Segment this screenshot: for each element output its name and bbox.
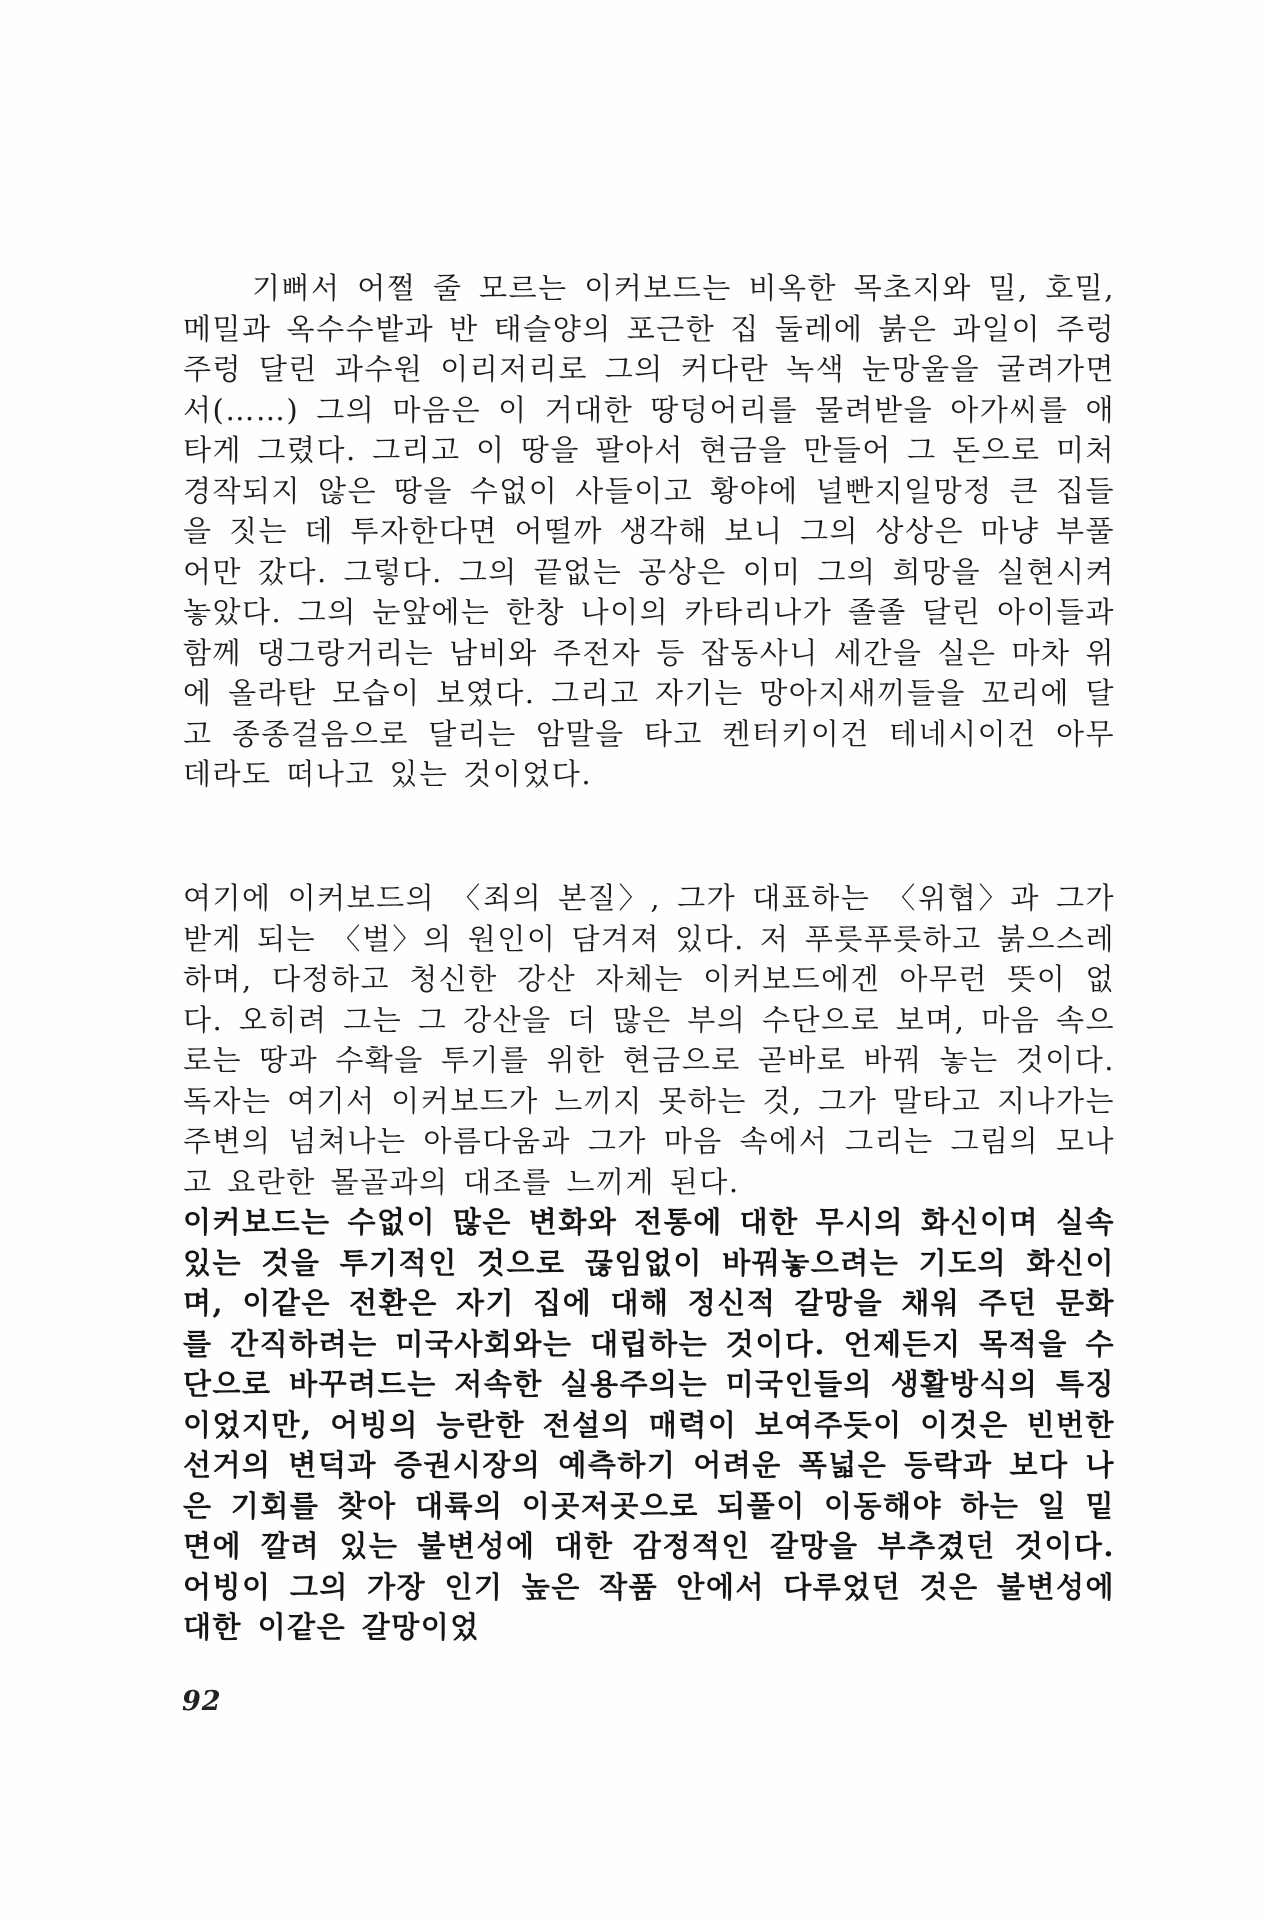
paragraph-3: 이커보드는 수없이 많은 변화와 전통에 대한 무시의 화신이며 실속있는 것을 투기적인 것으로 끊임없이 바꿔놓으려는 기도의 화신이며, 이같은 전환은 자기 집에 대해 정신적 갈망을 채워 주던 문화를 간직하려는 미국사회와는 대립하는 것이다. 언제든지 목적을 수단으로 바꾸려드는 저속한 실용주의는 미국인들의 생활방식의 특징이었지만, 어빙의 능란한 전설의 매력이 보여주듯이 이것은 빈번한 선거의 변덕과 증권시장의 예측하기 어려운 폭넓은 등락과 보다 나은 기회를 찾아 대륙의 이곳저곳으로 되풀이 이동해야 하는 일 밑면에 깔려 있는 불변성에 대한 감정적인 갈망을 부추겼던 것이다. 어빙이 그의 가장 인기 높은 작품 안에서 다루었던 것은 불변성에 대한 이같은 갈망이었 xyxy=(183,1205,1115,1644)
paragraph-2: 여기에 이커보드의 〈죄의 본질〉, 그가 대표하는 〈위협〉과 그가 받게 되는 〈벌〉의 원인이 담겨져 있다. 저 푸릇푸릇하고 붉으스레하며, 다정하고 청신한 강산 자체는 이커보드에겐 아무런 뜻이 없다. 오히려 그는 그 강산을 더 많은 부의 수단으로 보며, 마음 속으로는 땅과 수확을 투기를 위한 현금으로 곧바로 바꿔 놓는 것이다. 독자는 여기서 이커보드가 느끼지 못하는 것, 그가 말타고 지나가는 주변의 넘쳐나는 아름다움과 그가 마음 속에서 그리는 그림의 모나고 요란한 몰골과의 대조를 느끼게 된다. xyxy=(183,881,1115,1199)
paragraph-1: 기뻐서 어쩔 줄 모르는 이커보드는 비옥한 목초지와 밀, 호밀, 메밀과 옥수수밭과 반 태슬양의 포근한 집 둘레에 붉은 과일이 주렁주렁 달린 과수원 이리저리로 그의 커다란 녹색 눈망울을 굴려가면서(……) 그의 마음은 이 거대한 땅덩어리를 물려받을 아가씨를 애타게 그렸다. 그리고 이 땅을 팔아서 현금을 만들어 그 돈으로 미처 경작되지 않은 땅을 수없이 사들이고 황야에 널빤지일망정 큰 집들을 짓는 데 투자한다면 어떨까 생각해 보니 그의 상상은 마냥 부풀어만 갔다. 그렇다. 그의 끝없는 공상은 이미 그의 희망을 실현시켜 놓았다. 그의 눈앞에는 한창 나이의 카타리나가 졸졸 달린 아이들과 함께 댕그랑거리는 남비와 주전자 등 잡동사니 세간을 실은 마차 위에 올라탄 모습이 보였다. 그리고 자기는 망아지새끼들을 꼬리에 달고 종종걸음으로 달리는 암말을 타고 켄터키이건 테네시이건 아무 데라도 떠나고 있는 것이었다. xyxy=(183,271,1115,791)
page-number: 92 xyxy=(182,1686,222,1717)
